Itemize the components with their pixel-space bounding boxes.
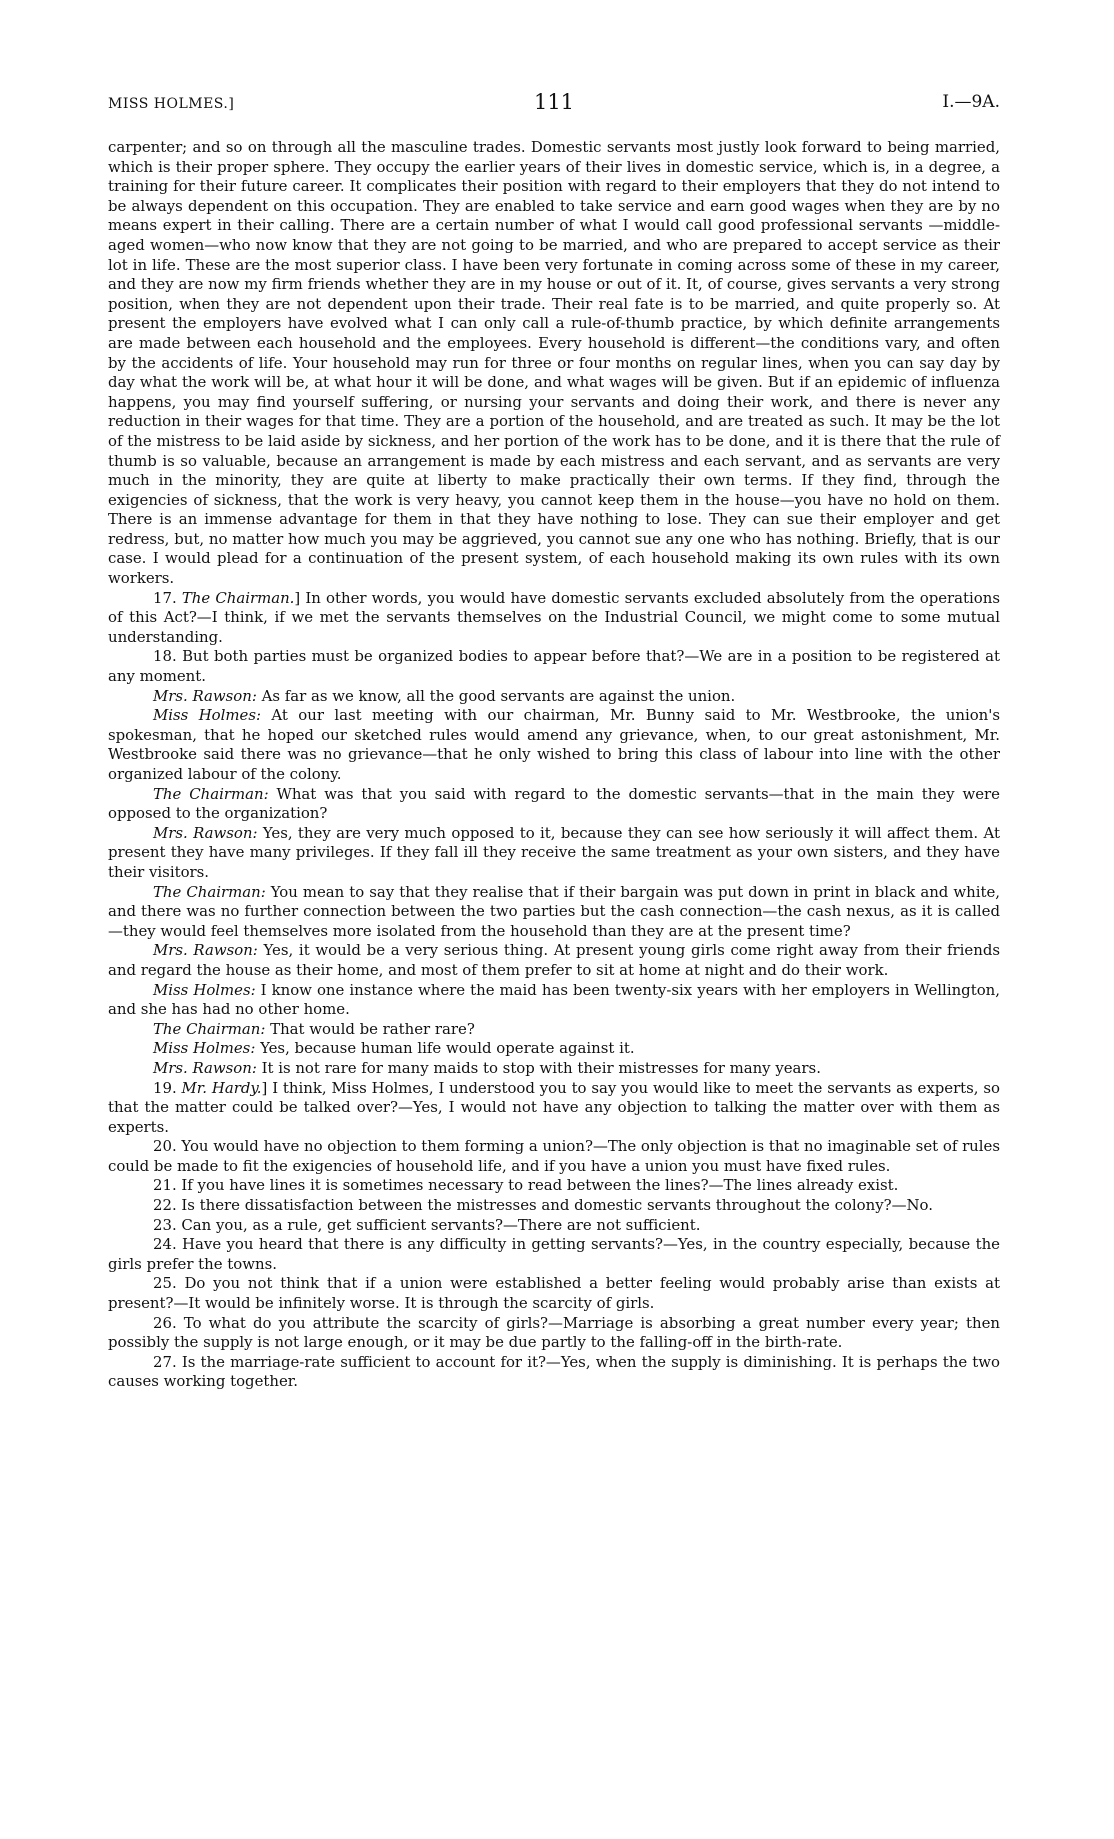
dialogue-line: Miss Holmes: Yes, because human life would operate against it. bbox=[153, 1039, 635, 1058]
page-header bbox=[108, 90, 1000, 120]
speaker: The Chairman: bbox=[153, 1019, 266, 1038]
question-20: 20. You would have no objection to them forming a union?—The only objection is that no imaginable set of rules could be made to fit the exigencies of household life, and if you have a union you must have fixed rules. bbox=[108, 1137, 1000, 1175]
speaker: The Chairman: bbox=[153, 882, 266, 901]
dialogue-line: Mrs. Rawson: As far as we know, all the good servants are against the union. bbox=[153, 686, 736, 705]
question-27: 27. Is the marriage-rate sufficient to account for it?—Yes, when the supply is diminishing. It is perhaps the two causes working together. bbox=[108, 1352, 1000, 1391]
speaker: Mr. Hardy. bbox=[181, 1078, 262, 1097]
question-24: 24. Have you heard that there is any difficulty in getting servants?—Yes, in the country especially, because the girls prefer the towns. bbox=[108, 1235, 1000, 1273]
dialogue-line: Miss Holmes: I know one instance where the maid has been twenty-six years with her employers in Wellington, and she has had no other home. bbox=[108, 980, 1000, 1019]
speaker: Mrs. Rawson: bbox=[153, 941, 258, 960]
speaker: Mrs. Rawson: bbox=[153, 1058, 257, 1077]
speaker: The Chairman: bbox=[153, 784, 269, 803]
question-23: 23. Can you, as a rule, get sufficient servants?—There are not sufficient. bbox=[153, 1215, 701, 1234]
speaker: Mrs. Rawson: bbox=[153, 823, 258, 842]
speaker: Miss Holmes: bbox=[153, 706, 262, 725]
question-18: 18. But both parties must be organized bodies to appear before that?—We are in a position to be registered at any moment. bbox=[108, 647, 1000, 686]
dialogue-line: The Chairman: What was that you said with regard to the domestic servants—that in the main they were opposed to the organization? bbox=[108, 784, 1000, 823]
dialogue-line: The Chairman: You mean to say that they realise that if their bargain was put down in print in black and white, and there was no further connection between the two parties but the cash connection—the cash nexus, as it is called—they would feel themselves more isolated from the household than they are at the present time? bbox=[108, 882, 1000, 940]
question-17: 17. The Chairman.] In other words, you would have domestic servants excluded absolutely from the operations of this Act?—I think, if we met the servants themselves on the Industrial Council, we might come to some mutual understanding. bbox=[108, 588, 1000, 646]
dialogue-line: Mrs. Rawson: Yes, they are very much opposed to it, because they can see how seriously it will affect them. At present they have many privileges. If they fall ill they receive the same treatment as your own sisters, and they have their visitors. bbox=[108, 823, 1000, 881]
question-26: 26. To what do you attribute the scarcity of girls?—Marriage is absorbing a great number every year; then possibly the supply is not large enough, or it may be due partly to the falling-off in the birth-rate. bbox=[108, 1313, 1000, 1352]
dialogue-line: Mrs. Rawson: It is not rare for many maids to stop with their mistresses for many years. bbox=[153, 1058, 821, 1077]
question-19: 19. Mr. Hardy.] I think, Miss Holmes, I understood you to say you would like to meet the servants as experts, so that the matter could be talked over?—Yes, I would not have any objection to talking the matter over with them as experts. bbox=[108, 1078, 1000, 1136]
paper-reference: I.—9A. bbox=[942, 92, 1000, 112]
question-22: 22. Is there dissatisfaction between the mistresses and domestic servants throughout the colony?—No. bbox=[153, 1196, 933, 1215]
speaker: Miss Holmes: bbox=[153, 980, 256, 999]
page-number: 111 bbox=[533, 90, 575, 114]
speaker: Miss Holmes: bbox=[153, 1039, 256, 1058]
page-body bbox=[108, 138, 1000, 1392]
dialogue-line: Mrs. Rawson: Yes, it would be a very serious thing. At present young girls come right away from their friends and regard the house as their home, and most of them prefer to sit at home at night and do their work. bbox=[108, 941, 1000, 979]
header-witness: MISS HOLMES.] bbox=[108, 96, 235, 112]
dialogue-line: The Chairman: That would be rather rare? bbox=[153, 1019, 475, 1038]
speaker: Mrs. Rawson: bbox=[153, 686, 257, 705]
paragraph: carpenter; and so on through all the masculine trades. Domestic servants most justly look forward to being married, which is their proper sphere. They occupy the earlier years of their lives in domestic service, which is, in a degree, a training for their future career. It complicates their position with regard to their employers that they do not intend to be always dependent on this occupation. They are enabled to take service and earn good wages when they are by no means expert in their calling. There are a certain number of what I would call good professional servants —middle-aged women—who now know that they are not going to be married, and who are prepared to accept service as their lot in life. These are the most superior class. I have been very fortunate in coming across some of these in my career, and they are now my firm friends whether they are in my house or out of it. It, of course, gives servants a very strong position, when they are not dependent upon their trade. Their real fate is to be married, and quite properly so. At present the employers have evolved what I can only call a rule-of-thumb practice, by which definite arrangements are made between each household and the employees. Every household is different—the conditions vary, and often by the accidents of life. Your household may run for three or four months on regular lines, when you can say day by day what the work will be, at what hour it will be done, and what wages will be given. But if an epidemic of influenza happens, you may find yourself suffering, or nursing your servants and doing their work, and there is never any reduction in their wages for that time. They are a portion of the household, and are treated as such. It may be the lot of the mistress to be laid aside by sickness, and her portion of the work has to be done, and it is there that the rule of thumb is so valuable, because an arrangement is made by each mistress and each servant, and as servants are very much in the minority, they are quite at liberty to make practically their own terms. If they find, through the exigencies of sickness, that the work is very heavy, you cannot keep them in the house—you have no hold on them. There is an immense advantage for them in that they have nothing to lose. They can sue their employer and get redress, but, no matter how much you may be aggrieved, you cannot sue any one who has nothing. Briefly, that is our case. I would plead for a continuation of the present system, of each household making its own rules with its own workers. bbox=[108, 138, 1000, 588]
question-21: 21. If you have lines it is sometimes necessary to read between the lines?—The lines already exist. bbox=[153, 1176, 899, 1195]
dialogue-line: Miss Holmes: At our last meeting with our chairman, Mr. Bunny said to Mr. Westbrooke, the union's spokesman, that he hoped our sketched rules would amend any grievance, when, to our great astonishment, Mr. Westbrooke said there was no grievance—that he only wished to bring this class of labour into line with the other organized labour of the colony. bbox=[108, 706, 1000, 783]
speaker: The Chairman. bbox=[181, 588, 295, 607]
question-25: 25. Do you not think that if a union were established a better feeling would probably arise than exists at present?—It would be infinitely worse. It is through the scarcity of girls. bbox=[108, 1274, 1000, 1313]
